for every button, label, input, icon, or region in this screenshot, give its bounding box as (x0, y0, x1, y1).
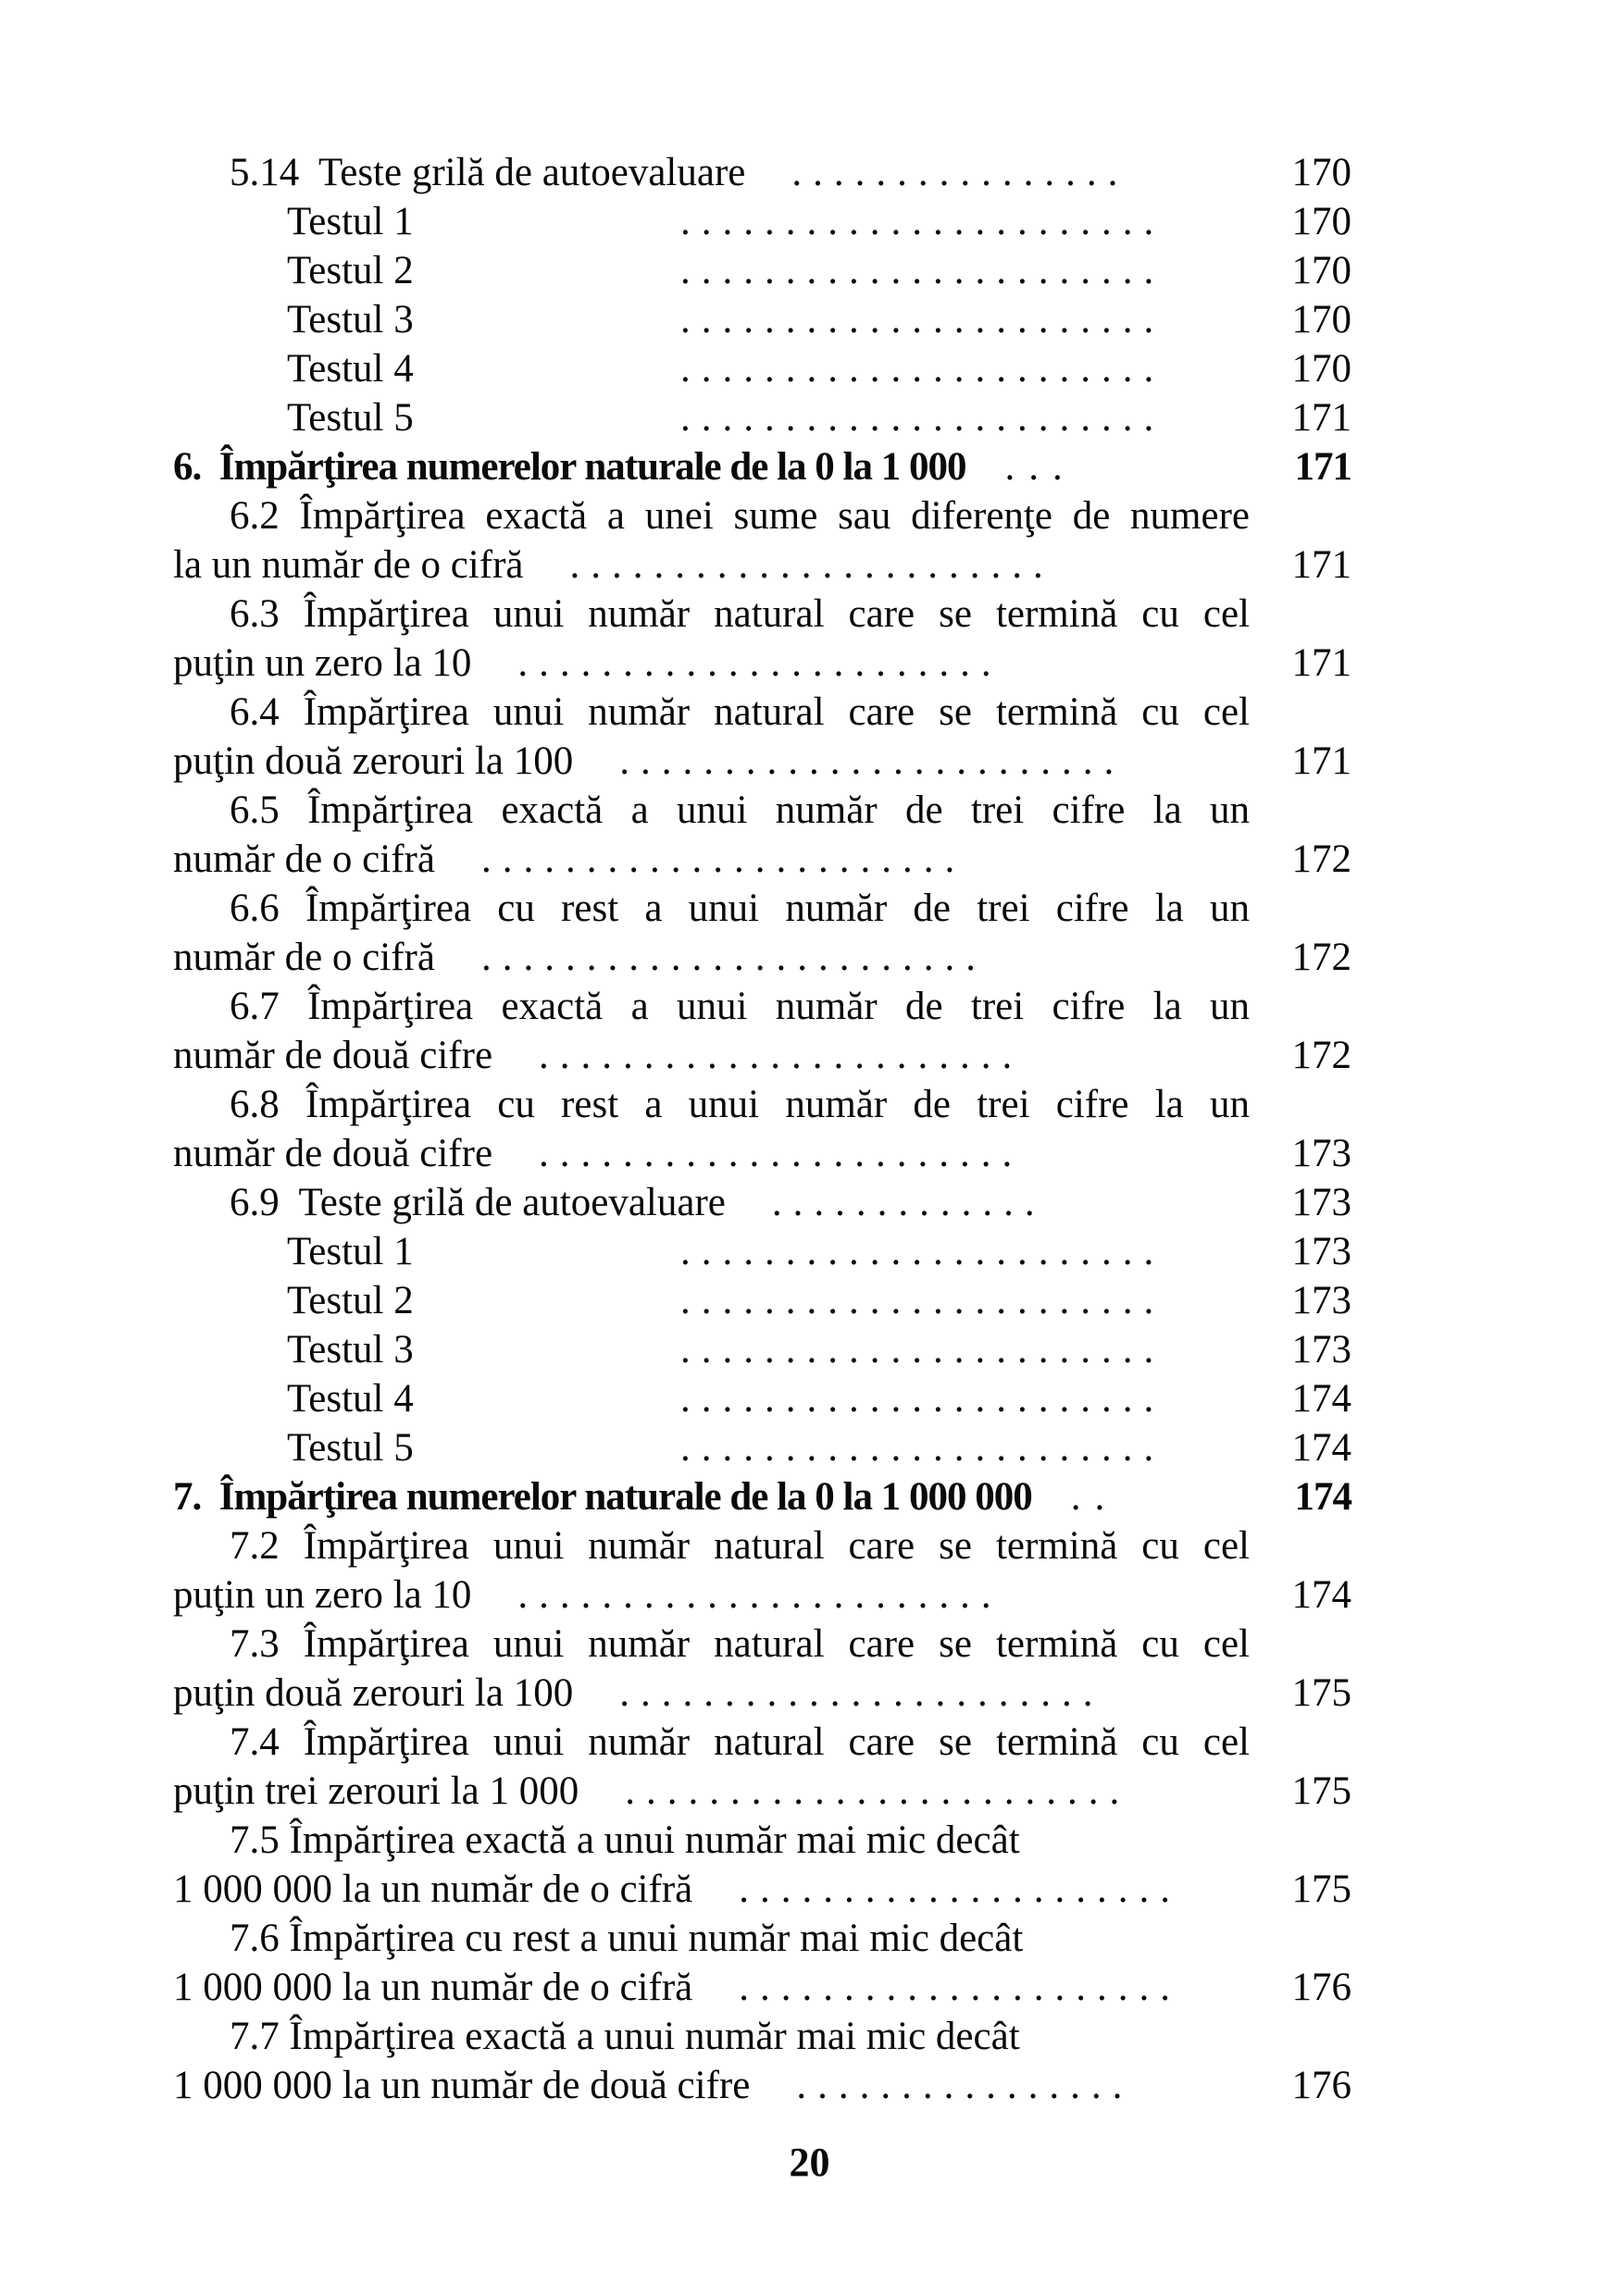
toc-entry-line2 (173, 1570, 1351, 1620)
entry-label: număr de două cifre (173, 1132, 493, 1175)
entry-page-number: 171 (1291, 396, 1351, 440)
entry-label: Testul 4 (287, 1377, 414, 1421)
entry-page-number: 174 (1294, 1475, 1351, 1519)
dot-leader: ....................... (680, 249, 1165, 292)
entry-label: puţin două zerouri la 100 (173, 739, 574, 783)
dot-leader: ..................... (739, 1868, 1181, 1911)
entry-page-number: 173 (1291, 1230, 1351, 1273)
entry-label: 1 000 000 la un număr de două cifre (173, 2064, 751, 2107)
entry-label: Testul 2 (287, 249, 414, 292)
dot-leader: ....................... (569, 543, 1054, 587)
dot-leader: ....................... (680, 1279, 1165, 1322)
entry-page-number: 170 (1291, 249, 1351, 292)
entry-label: Testul 3 (287, 1328, 414, 1371)
toc-entry-line2 (173, 1865, 1351, 1914)
entry-label: Testul 3 (287, 298, 414, 341)
toc-section-entry (173, 148, 1351, 197)
toc-chapter-entry (173, 1472, 1351, 1521)
dot-leader: ................ (791, 151, 1129, 194)
entry-page-number: 171 (1291, 641, 1351, 685)
dot-leader: .. (1070, 1475, 1119, 1519)
dot-leader: ....................... (680, 1377, 1165, 1421)
entry-label: puţin un zero la 10 (173, 1573, 472, 1617)
dot-leader: ....................... (539, 1034, 1024, 1077)
dot-leader: ....................... (619, 1671, 1104, 1715)
toc-entry-line2 (173, 835, 1351, 884)
entry-page-number: 170 (1291, 347, 1351, 391)
dot-leader: ....................... (680, 1328, 1165, 1371)
entry-label: număr de o cifră (173, 838, 435, 881)
entry-page-number: 172 (1291, 838, 1351, 881)
toc-entry-line2 (173, 933, 1351, 982)
toc-entry-line2 (173, 1129, 1351, 1178)
entry-label: 1 000 000 la un număr de o cifră (173, 1966, 693, 2009)
entry-label: puţin un zero la 10 (173, 641, 472, 685)
toc-test-entry (173, 1423, 1351, 1472)
dot-leader: ................ (796, 2064, 1134, 2107)
entry-label: Testul 5 (287, 396, 414, 440)
dot-leader: ....................... (680, 298, 1165, 341)
toc-entry-line1: 7.5 Împărţirea exactă a unui număr mai mic decât (230, 1818, 1020, 1862)
entry-label: număr de două cifre (173, 1034, 493, 1077)
entry-page-number: 174 (1291, 1377, 1351, 1421)
toc-entry-line1: 7.4 Împărţirea unui număr natural care se termină cu cel (230, 1720, 1250, 1764)
toc-entry-line1: 6.4 Împărţirea unui număr natural care se termină cu cel (230, 690, 1250, 734)
toc-entry-line1: 7.7 Împărţirea exactă a unui număr mai mic decât (230, 2015, 1020, 2058)
entry-page-number: 175 (1291, 1769, 1351, 1813)
dot-leader: ........................ (625, 1769, 1131, 1813)
entry-label: la un număr de o cifră (173, 543, 524, 587)
dot-leader: ....................... (480, 838, 966, 881)
toc-entry-line2 (173, 1031, 1351, 1080)
toc-entry-line1: 7.6 Împărţirea cu rest a unui număr mai mic decât (230, 1917, 1024, 1960)
entry-label: 6. Împărţirea numerelor naturale de la 0 la 1 000 (173, 445, 966, 489)
toc-entry-line1: 7.2 Împărţirea unui număr natural care se termină cu cel (230, 1524, 1250, 1568)
page-number: 20 (789, 2140, 830, 2185)
toc-test-entry (173, 344, 1351, 393)
entry-page-number: 174 (1291, 1573, 1351, 1617)
dot-leader: ....................... (517, 641, 1003, 685)
entry-page-number: 174 (1291, 1426, 1351, 1470)
toc-entry-line2 (173, 2061, 1351, 2110)
entry-page-number: 170 (1291, 151, 1351, 194)
entry-label: Testul 1 (287, 1230, 414, 1273)
toc-entry-line2 (173, 540, 1351, 590)
entry-page-number: 175 (1291, 1868, 1351, 1911)
entry-label: 7. Împărţirea numerelor naturale de la 0 la 1 000 000 (173, 1475, 1032, 1519)
entry-label: 1 000 000 la un număr de o cifră (173, 1868, 693, 1911)
dot-leader: ....................... (539, 1132, 1024, 1175)
toc-list (173, 148, 1351, 2110)
entry-label: 5.14 Teste grilă de autoevaluare (230, 151, 746, 194)
entry-page-number: 173 (1291, 1279, 1351, 1322)
toc-test-entry (173, 197, 1351, 246)
toc-entry-line1: 6.7 Împărţirea exactă a unui număr de trei cifre la un (230, 985, 1250, 1028)
toc-test-entry (173, 295, 1351, 344)
dot-leader: ....................... (680, 1426, 1165, 1470)
entry-page-number: 176 (1291, 2064, 1351, 2107)
dot-leader: ..................... (739, 1966, 1181, 2009)
toc-entry-line1: 6.3 Împărţirea unui număr natural care se termină cu cel (230, 592, 1250, 636)
toc-test-entry (173, 1374, 1351, 1423)
toc-test-entry (173, 1276, 1351, 1325)
toc-test-entry (173, 1325, 1351, 1374)
toc-entry-line2 (173, 1767, 1351, 1816)
dot-leader: ....................... (680, 396, 1165, 440)
entry-label: Testul 4 (287, 347, 414, 391)
entry-page-number: 172 (1291, 1034, 1351, 1077)
toc-entry-line1: 6.5 Împărţirea exactă a unui număr de trei cifre la un (230, 788, 1250, 832)
entry-page-number: 170 (1291, 298, 1351, 341)
toc-entry-line1: 6.6 Împărţirea cu rest a unui număr de trei cifre la un (230, 887, 1250, 930)
entry-label: Testul 5 (287, 1426, 414, 1470)
toc-test-entry (173, 246, 1351, 295)
toc-entry-line1: 7.3 Împărţirea unui număr natural care se termină cu cel (230, 1622, 1250, 1666)
dot-leader: ........................ (619, 739, 1126, 783)
entry-page-number: 173 (1291, 1181, 1351, 1224)
dot-leader: ....................... (517, 1573, 1003, 1617)
entry-label: puţin două zerouri la 100 (173, 1671, 574, 1715)
toc-entry-line1: 6.8 Împărţirea cu rest a unui număr de trei cifre la un (230, 1083, 1250, 1126)
entry-page-number: 175 (1291, 1671, 1351, 1715)
entry-page-number: 171 (1294, 445, 1351, 489)
entry-label: Testul 1 (287, 200, 414, 243)
dot-leader: ....................... (680, 200, 1165, 243)
toc-chapter-entry (173, 442, 1351, 491)
entry-label: puţin trei zerouri la 1 000 (173, 1769, 579, 1813)
entry-page-number: 173 (1291, 1328, 1351, 1371)
entry-page-number: 170 (1291, 200, 1351, 243)
entry-label: Testul 2 (287, 1279, 414, 1322)
entry-page-number: 171 (1291, 739, 1351, 783)
entry-page-number: 172 (1291, 936, 1351, 979)
entry-label: 6.9 Teste grilă de autoevaluare (230, 1181, 726, 1224)
toc-entry-line2 (173, 1963, 1351, 2012)
entry-page-number: 171 (1291, 543, 1351, 587)
toc-test-entry (173, 1227, 1351, 1276)
entry-page-number: 176 (1291, 1966, 1351, 2009)
entry-page-number: 173 (1291, 1132, 1351, 1175)
dot-leader: ... (1004, 445, 1077, 489)
toc-test-entry (173, 393, 1351, 442)
toc-entry-line2 (173, 639, 1351, 688)
toc-entry-line1: 6.2 Împărţirea exactă a unei sume sau diferenţe de numere (230, 494, 1250, 538)
dot-leader: ........................ (480, 936, 987, 979)
toc-entry-line2 (173, 737, 1351, 786)
dot-leader: ....................... (680, 1230, 1165, 1273)
dot-leader: ....................... (680, 347, 1165, 391)
toc-section-entry (173, 1178, 1351, 1227)
entry-label: număr de o cifră (173, 936, 435, 979)
dot-leader: ............. (771, 1181, 1046, 1224)
toc-entry-line2 (173, 1669, 1351, 1718)
